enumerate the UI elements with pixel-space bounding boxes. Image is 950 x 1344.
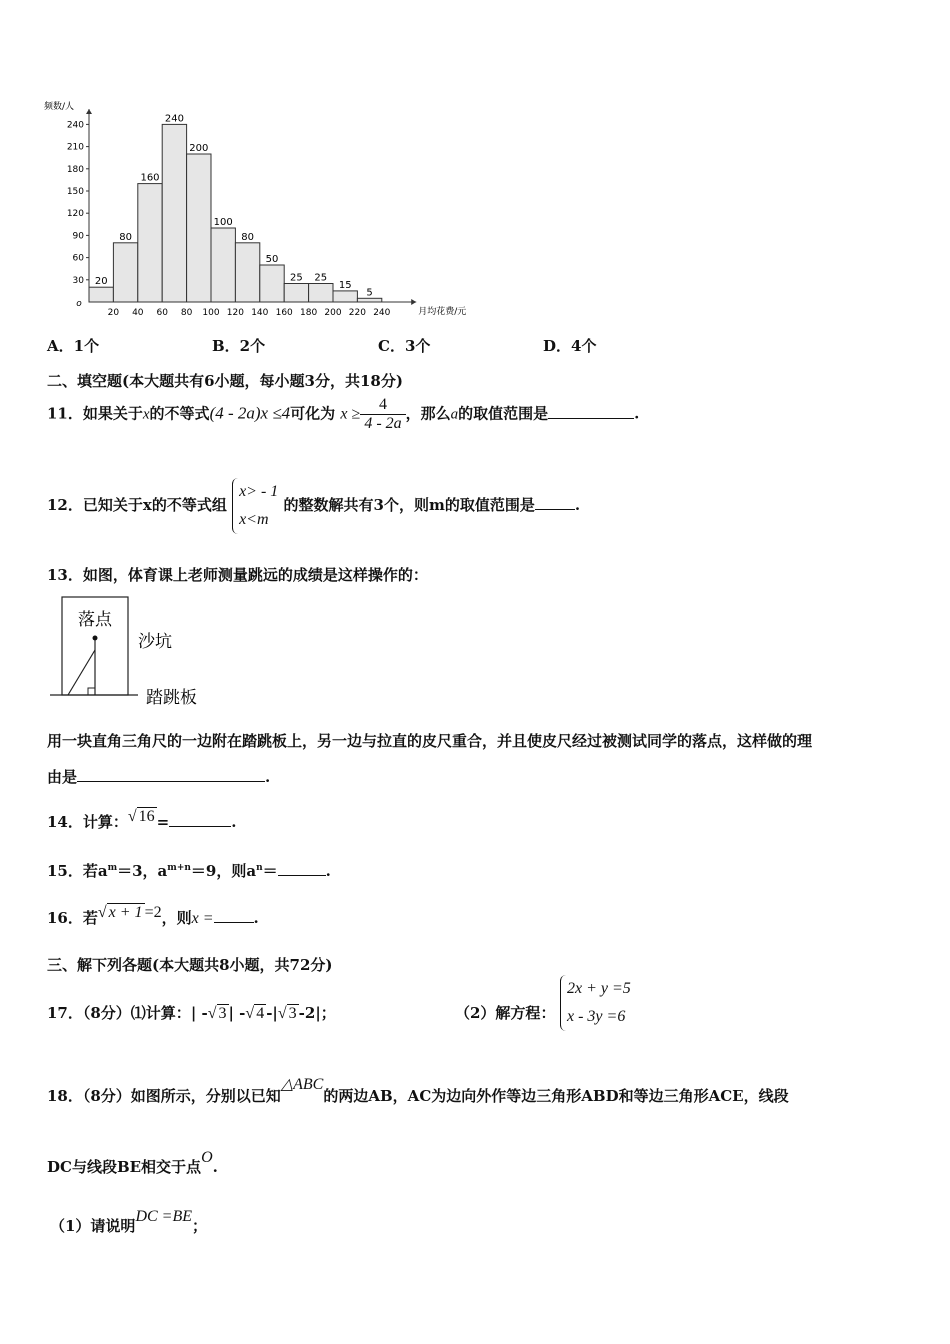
q17-r2: 4 <box>256 1005 265 1022</box>
y-tick-label: 210 <box>66 142 84 153</box>
x-tick-label: 240 <box>373 308 391 318</box>
q15-exp3: n <box>256 863 263 873</box>
bar-data-label: 25 <box>290 272 303 284</box>
histogram-bar <box>89 287 113 302</box>
bar-data-label: 80 <box>241 231 254 243</box>
q14-answer-blank[interactable] <box>169 812 231 827</box>
q11-x: x <box>142 406 150 423</box>
q11-prefix: 11．如果关于 <box>47 404 143 423</box>
q11-denominator: 4 - 2a <box>360 414 405 433</box>
q15-t3: ＝ <box>262 862 278 880</box>
q11-answer-blank[interactable] <box>548 404 634 419</box>
x-tick-label: 180 <box>300 308 318 318</box>
x-tick-label: 100 <box>202 308 220 318</box>
histogram-chart <box>40 95 467 325</box>
q15-text: 15．若a <box>47 862 108 880</box>
q11-mid1: 的不等式 <box>149 404 210 423</box>
q16-sqrt: √ x + 1 =2 <box>97 904 162 921</box>
q18-suffix: 的两边AB，AC为边向外作等边三角形ABD和等边三角形ACE，线段 <box>323 1087 789 1105</box>
q11-fraction <box>360 396 405 433</box>
histogram-bar <box>187 154 211 302</box>
x-tick-label: 120 <box>226 308 244 318</box>
x-tick-label: 200 <box>324 308 342 318</box>
x-tick-label: 40 <box>132 308 144 318</box>
q17-sqrt1: √ 3 <box>207 1005 227 1022</box>
q13-end: . <box>265 768 271 786</box>
q18-prefix: 18．（8分）如图所示，分别以已知 <box>47 1087 281 1105</box>
y-tick-label: 240 <box>66 120 84 131</box>
q13-line2 <box>47 766 270 787</box>
q17-prefix: 17．（8分）⑴计算： <box>47 1004 191 1022</box>
histogram-bar <box>162 124 186 302</box>
option-a: A．1个 <box>47 337 100 355</box>
option-b: B．2个 <box>212 337 266 355</box>
q11-geq: x ≥ <box>340 405 361 423</box>
right-angle-mark <box>88 688 95 695</box>
q14-eq: = <box>156 813 170 831</box>
x-axis-title: 月均花费/元 <box>418 307 467 317</box>
y-tick-label: 90 <box>72 231 84 242</box>
x-axis-arrow <box>411 299 416 305</box>
y-tick-label: 60 <box>72 253 84 264</box>
long-jump-figure <box>50 595 220 710</box>
x-tick-label: 60 <box>156 308 168 318</box>
histogram-bar <box>235 243 259 302</box>
question-11 <box>47 396 639 433</box>
q18-point: O <box>201 1149 213 1166</box>
q13-body: 用一块直角三角尺的一边附在踏跳板上，另一边与拉直的皮尺重合，并且使皮尺经过被测试同学的落点，这样做的理 <box>47 732 813 750</box>
x-tick-label: 80 <box>180 308 193 318</box>
q11-mid3: ，那么 <box>405 404 451 423</box>
y-tick-label: 180 <box>66 164 84 175</box>
q12-system <box>232 478 278 534</box>
q11-mid2: 可化为 <box>290 404 336 423</box>
histogram-bar <box>284 284 308 303</box>
bar-data-label: 15 <box>338 279 352 291</box>
x-tick-label: 220 <box>348 308 366 318</box>
y-axis-title: 频数/人 <box>44 102 75 112</box>
bar-data-label: 80 <box>119 231 132 243</box>
question-13: 13．如图，体育课上老师测量跳远的成绩是这样操作的： <box>47 566 428 584</box>
q14-sqrt: √ 16 <box>127 808 155 825</box>
label-landing: 落点 <box>78 610 112 630</box>
bar-data-label: 240 <box>164 113 184 125</box>
q15-exp2: m+n <box>167 863 191 873</box>
q17-eq1: 2x + y =5 <box>567 980 631 997</box>
q17-sqrt3: √ 3 <box>277 1005 297 1022</box>
q14-prefix: 14．计算： <box>47 813 128 831</box>
q17-r1: 3 <box>218 1005 227 1022</box>
y-tick-label: 30 <box>72 275 84 286</box>
option-c: C．3个 <box>378 337 431 355</box>
q18-line2 <box>47 1149 218 1177</box>
q18-triangle: △ABC <box>280 1076 324 1093</box>
histogram-bar <box>357 298 381 302</box>
q11-a: a <box>450 406 459 423</box>
q15-t1: ＝3，a <box>117 862 168 880</box>
bar-data-label: 160 <box>140 172 160 184</box>
question-14 <box>47 808 236 832</box>
bar-data-label: 25 <box>314 272 328 284</box>
q12-line2: x<m <box>239 511 269 528</box>
histogram-bar <box>113 243 137 302</box>
question-16 <box>47 904 259 928</box>
q16-end: . <box>253 909 259 927</box>
histogram-bar <box>309 284 333 303</box>
q12-line1: x> - 1 <box>239 483 279 500</box>
q18-equation: DC =BE <box>135 1208 193 1225</box>
q18-part1-end: ； <box>192 1217 208 1235</box>
q16-answer-blank[interactable] <box>214 908 254 923</box>
q11-end: . <box>634 404 640 423</box>
q12-end: . <box>574 496 581 514</box>
y-tick-label: 120 <box>66 209 84 220</box>
q17-part2: （2）解方程： <box>455 1004 556 1022</box>
label-board: 踏跳板 <box>146 688 197 708</box>
section-2-heading: 二、填空题(本大题共有6小题，每小题3分，共18分) <box>47 372 403 390</box>
q17-expr4: -2|； <box>298 1004 336 1022</box>
q11-suffix: 的取值范围是 <box>458 404 549 423</box>
landing-point-dot <box>93 636 98 641</box>
q16-eq: =2 <box>144 904 162 921</box>
x-tick-label: 160 <box>275 308 293 318</box>
q18-part1-text: （1）请说明 <box>50 1217 136 1235</box>
q15-t2: ＝9，则a <box>190 862 257 880</box>
option-d: D．4个 <box>543 337 597 355</box>
q16-mid: ，则 <box>161 909 192 927</box>
q17-r3: 3 <box>288 1005 297 1022</box>
q15-end: . <box>325 862 331 880</box>
q14-radicand: 16 <box>138 808 155 825</box>
q17-system <box>560 975 631 1031</box>
q14-end: . <box>231 813 237 831</box>
question-12 <box>47 478 580 534</box>
q16-prefix: 16．若 <box>47 909 98 927</box>
q12-answer-blank[interactable] <box>535 495 575 510</box>
q15-answer-blank[interactable] <box>278 861 326 876</box>
q17-expr1: | - <box>190 1004 208 1022</box>
q18-end: . <box>212 1158 218 1176</box>
origin-label: o <box>76 299 82 309</box>
q17-system-brace <box>560 975 631 1031</box>
q17-eq2: x - 3y =6 <box>567 1008 626 1025</box>
x-tick-label: 140 <box>251 308 269 318</box>
histogram-bar <box>138 184 162 302</box>
y-axis-arrow <box>86 109 92 114</box>
q17-expr2: | - <box>228 1004 246 1022</box>
q12-prefix: 12．已知关于x的不等式组 <box>47 496 227 514</box>
q11-inequality: (4 - 2a)x ≤4 <box>209 403 291 423</box>
q12-suffix: 的整数解共有3个，则m的取值范围是 <box>283 496 535 514</box>
q16-x: x = <box>191 910 214 927</box>
q17-sqrt2: √ 4 <box>245 1005 265 1022</box>
q11-numerator: 4 <box>378 396 387 413</box>
bar-data-label: 20 <box>94 276 108 288</box>
q15-exp1: m <box>107 863 118 873</box>
histogram-bar <box>260 265 284 302</box>
section-3-heading: 三、解下列各题(本大题共8小题，共72分) <box>47 956 333 974</box>
q18-line2-text: DC与线段BE相交于点 <box>47 1158 202 1176</box>
bar-data-label: 200 <box>189 143 209 154</box>
q16-radicand: x + 1 <box>108 904 143 921</box>
bar-data-label: 5 <box>366 287 373 299</box>
label-pit: 沙坑 <box>138 632 172 652</box>
q13-line2-text: 由是 <box>47 768 78 786</box>
q13-answer-blank[interactable] <box>77 767 265 782</box>
histogram-bar <box>333 291 357 302</box>
q17-expr3: -| <box>266 1004 278 1022</box>
bar-data-label: 50 <box>265 254 279 265</box>
question-17 <box>47 1002 336 1023</box>
question-18 <box>47 1074 789 1106</box>
question-15 <box>47 860 331 881</box>
y-tick-label: 150 <box>66 187 84 197</box>
x-tick-label: 20 <box>107 308 120 318</box>
q18-part1 <box>50 1208 207 1236</box>
bar-data-label: 100 <box>213 217 233 228</box>
histogram-bar <box>211 228 235 302</box>
